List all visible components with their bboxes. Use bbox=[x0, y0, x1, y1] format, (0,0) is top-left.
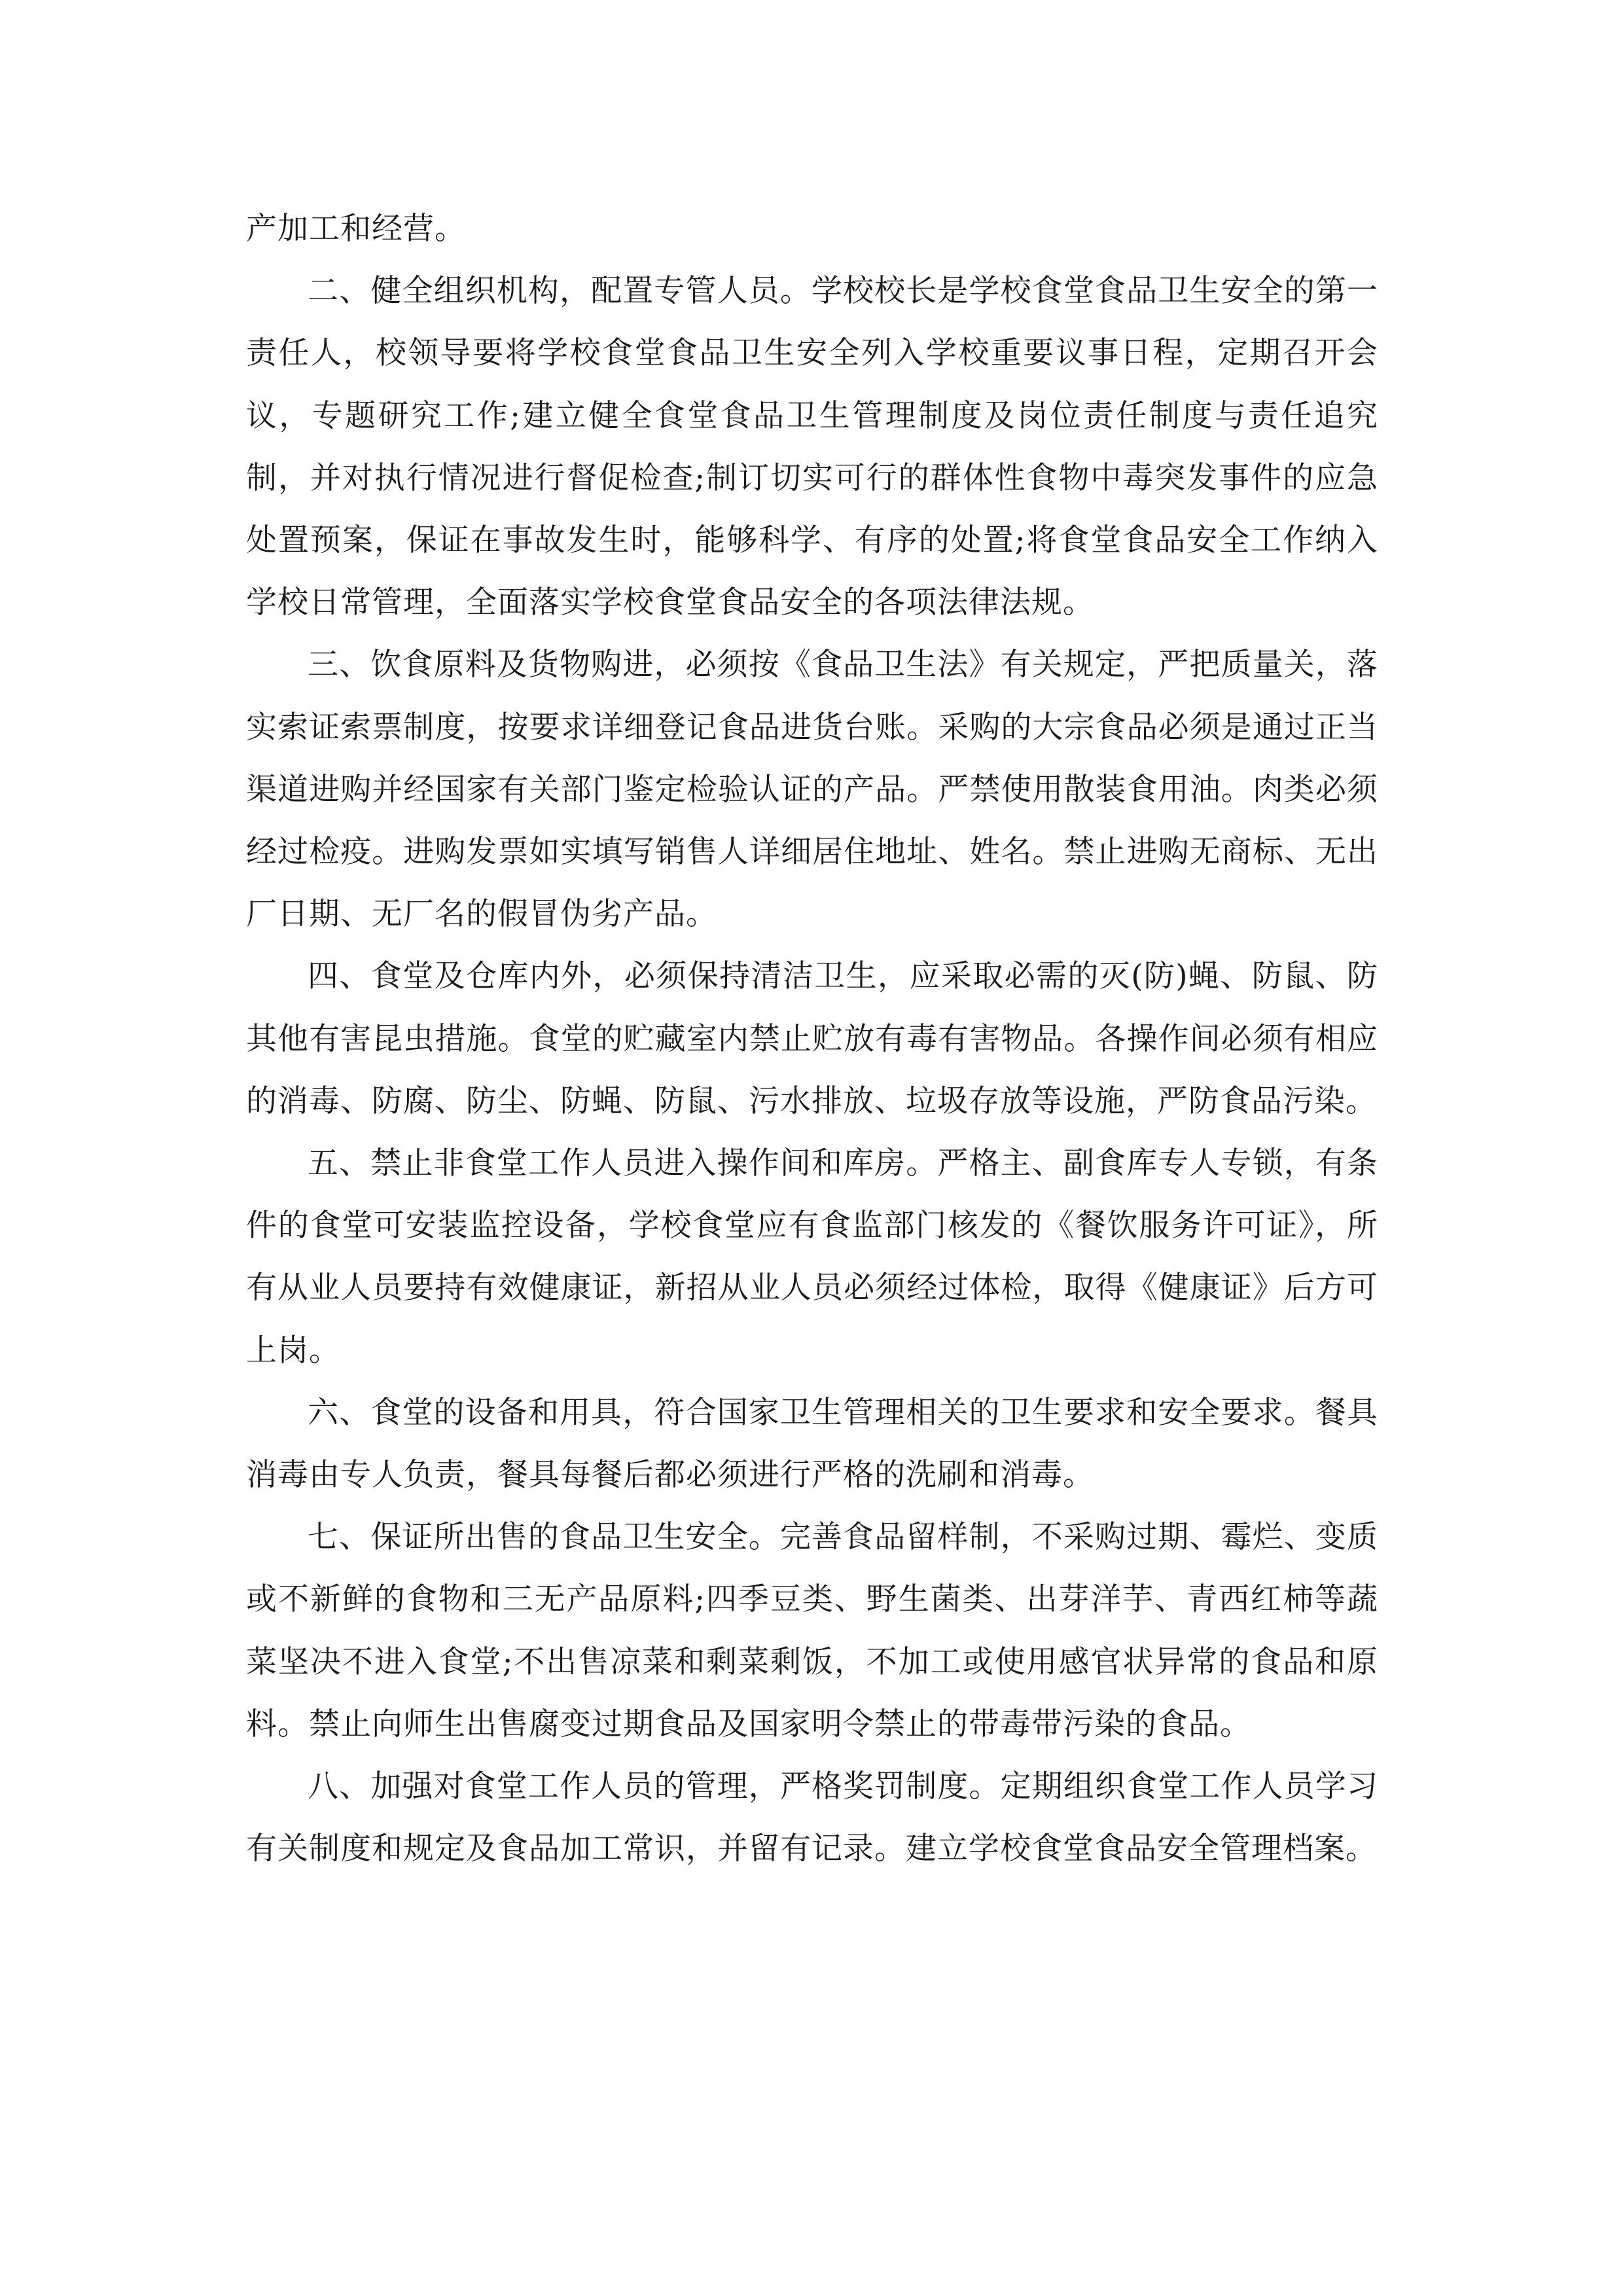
paragraph-5-access-control: 五、禁止非食堂工作人员进入操作间和库房。严格主、副食库专人专锁，有条件的食堂可安装监控设备，学校食堂应有食监部门核发的《餐饮服务许可证》，所有从业人员要持有效健康证，新招从业人员必须经过体检，取得《健康证》后方可上岗。 bbox=[246, 1145, 1378, 1369]
paragraph-4-hygiene: 四、食堂及仓库内外，必须保持清洁卫生，应采取必需的灭(防)蝇、防鼠、防其他有害昆虫措施。食堂的贮藏室内禁止贮放有毒有害物品。各操作间必须有相应的消毒、防腐、防尘、防蝇、防鼠、污水排放、垃圾存放等设施，严防食品污染。 bbox=[246, 958, 1378, 1119]
document-body bbox=[246, 198, 1378, 1880]
paragraph-7-food-safety: 七、保证所出售的食品卫生安全。完善食品留样制，不采购过期、霉烂、变质或不新鲜的食物和三无产品原料;四季豆类、野生菌类、出芽洋芋、青西红柿等蔬菜坚决不进入食堂;不出售凉菜和剩菜剩饭，不加工或使用感官状异常的食品和原料。禁止向师生出售腐变过期食品及国家明令禁止的带毒带污染的食品。 bbox=[246, 1519, 1378, 1742]
paragraph-2-organization: 二、健全组织机构，配置专管人员。学校校长是学校食堂食品卫生安全的第一责任人，校领导要将学校食堂食品卫生安全列入学校重要议事日程，定期召开会议，专题研究工作;建立健全食堂食品卫生管理制度及岗位责任制度与责任追究制，并对执行情况进行督促检查;制订切实可行的群体性食物中毒突发事件的应急处置预案，保证在事故发生时，能够科学、有序的处置;将食堂食品安全工作纳入学校日常管理，全面落实学校食堂食品安全的各项法律法规。 bbox=[246, 273, 1378, 621]
paragraph-3-procurement: 三、饮食原料及货物购进，必须按《食品卫生法》有关规定，严把质量关，落实索证索票制度，按要求详细登记食品进货台账。采购的大宗食品必须是通过正当渠道进购并经国家有关部门鉴定检验认证的产品。严禁使用散装食用油。肉类必须经过检疫。进购发票如实填写销售人详细居住地址、姓名。禁止进购无商标、无出厂日期、无厂名的假冒伪劣产品。 bbox=[246, 647, 1378, 933]
paragraph-8-staff-management: 八、加强对食堂工作人员的管理，严格奖罚制度。定期组织食堂工作人员学习有关制度和规定及食品加工常识，并留有记录。建立学校食堂食品安全管理档案。 bbox=[246, 1768, 1378, 1867]
paragraph-6-equipment: 六、食堂的设备和用具，符合国家卫生管理相关的卫生要求和安全要求。餐具消毒由专人负责，餐具每餐后都必须进行严格的洗刷和消毒。 bbox=[246, 1394, 1378, 1494]
paragraph-continuation: 产加工和经营。 bbox=[246, 211, 466, 247]
